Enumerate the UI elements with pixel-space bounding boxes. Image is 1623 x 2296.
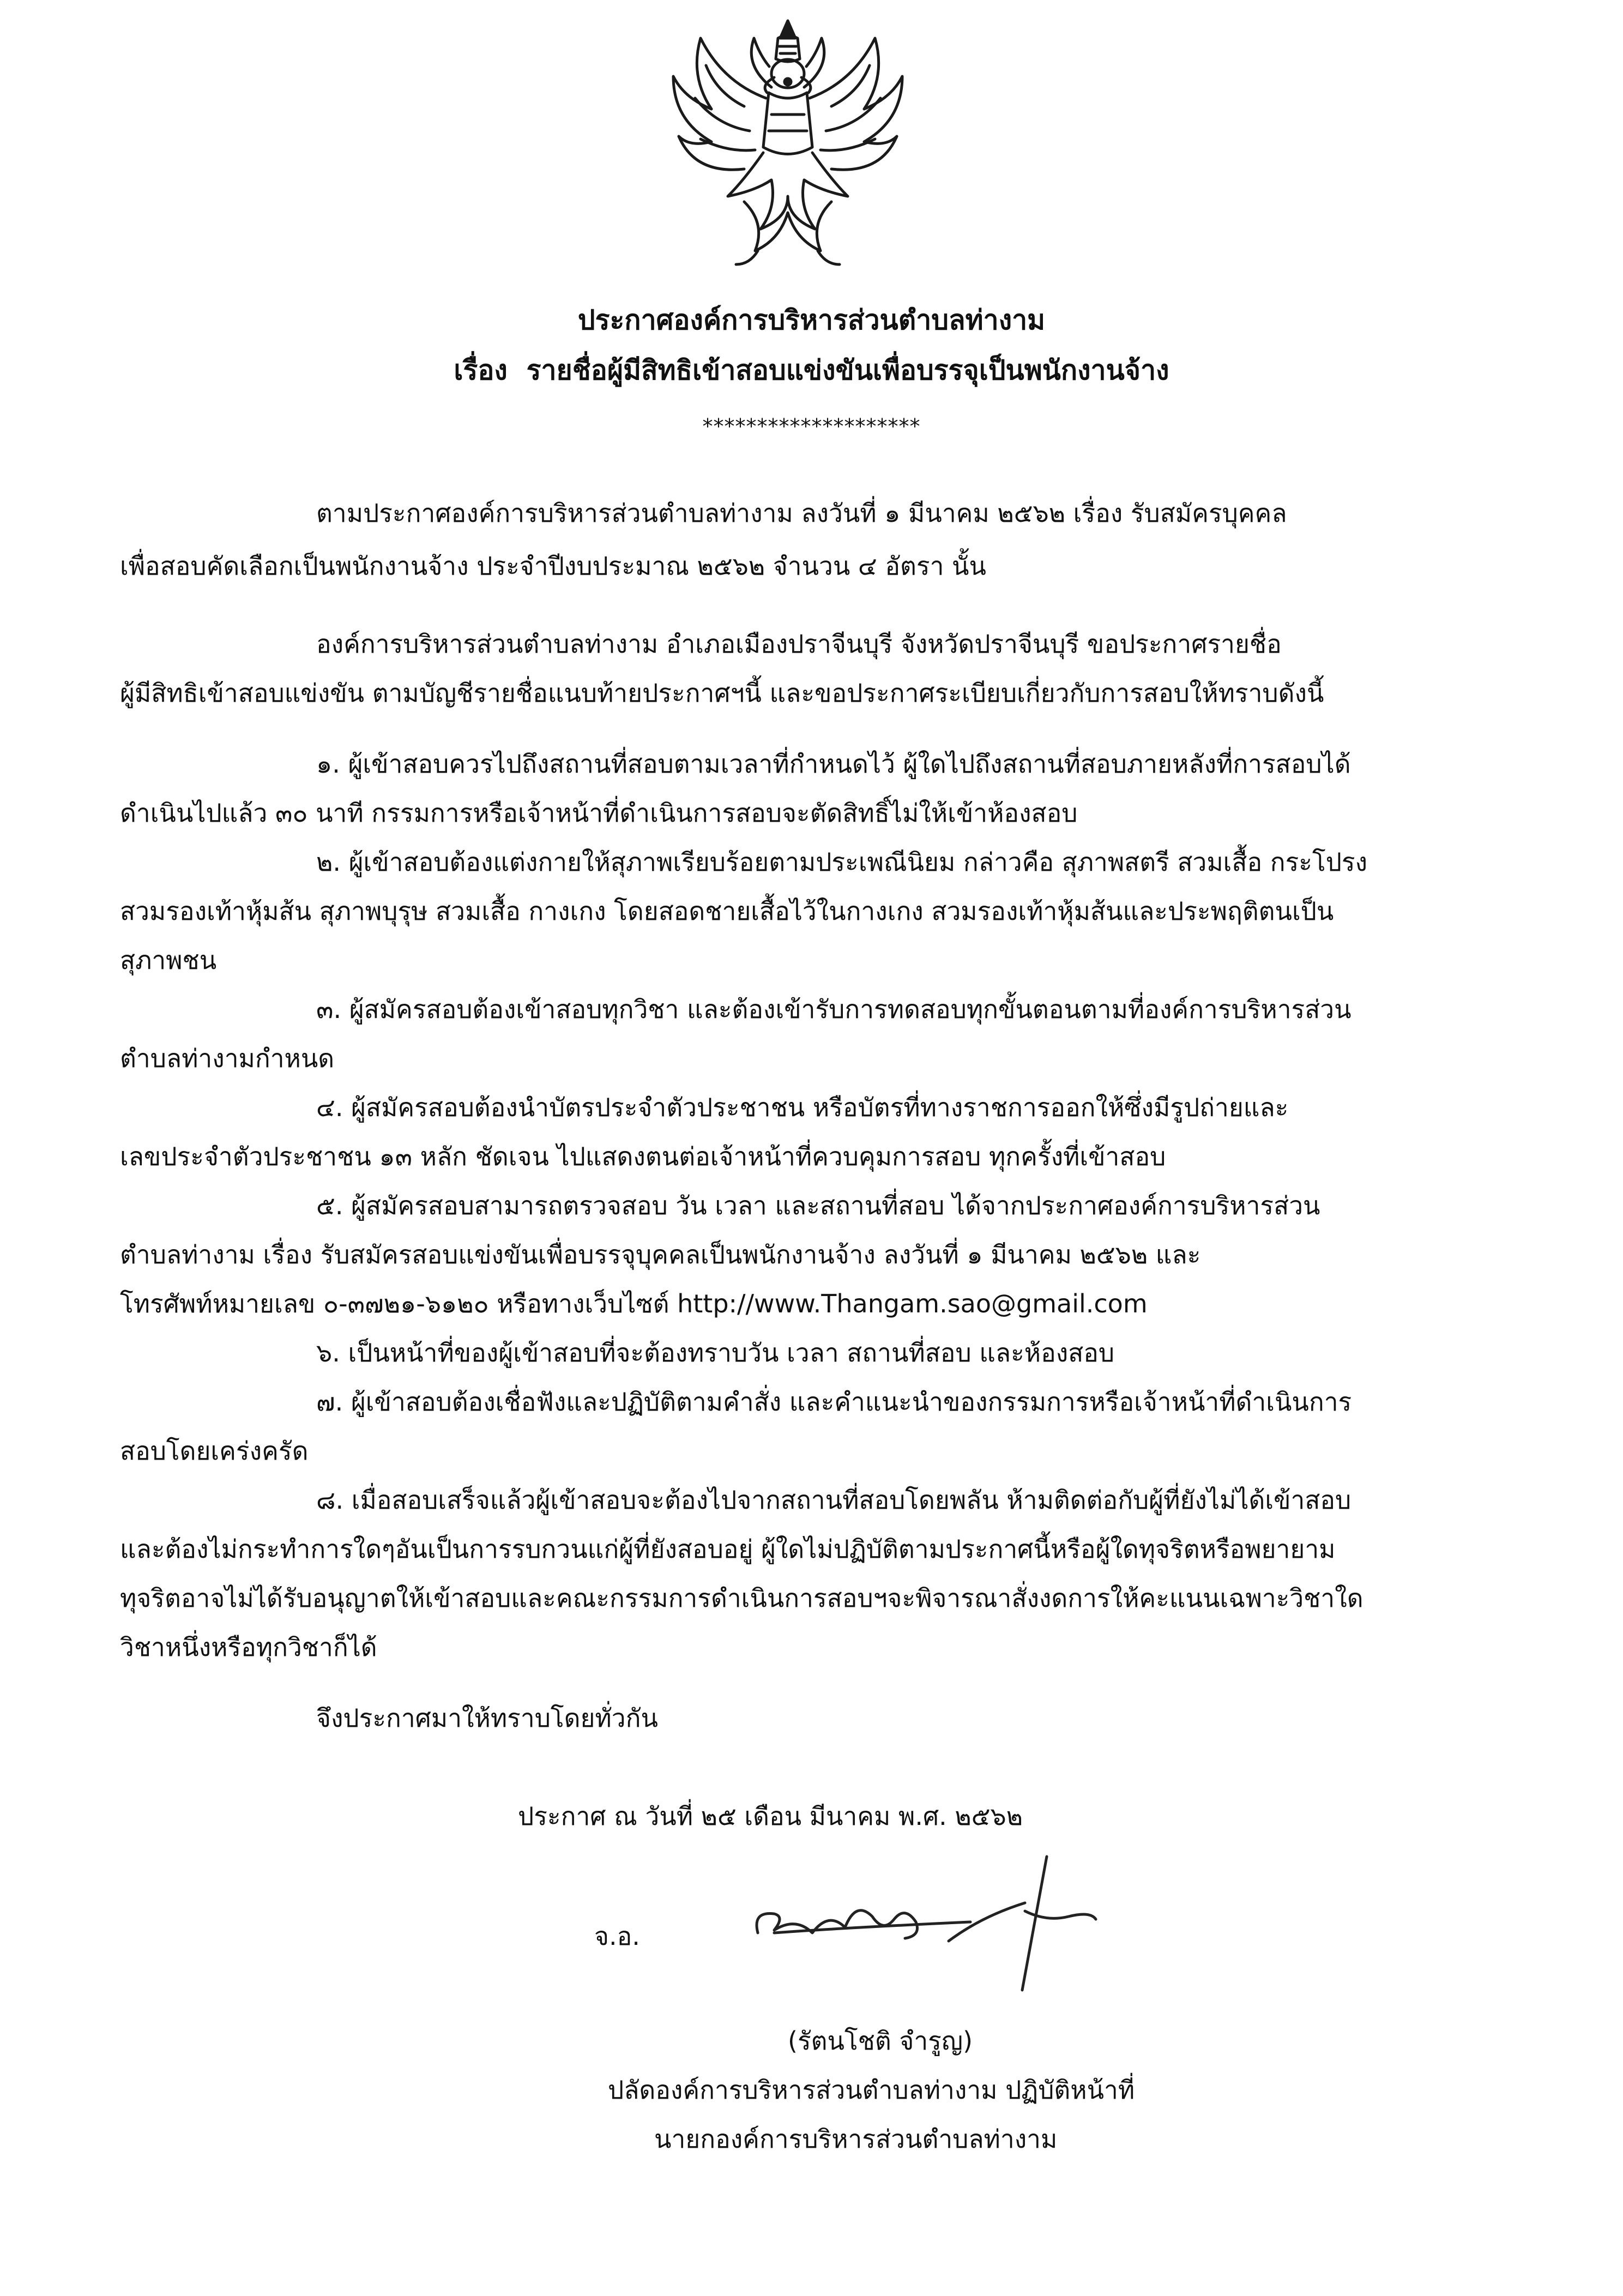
subject-text: รายชื่อผู้มีสิทธิเข้าสอบแข่งขันเพื่อบรรจุเป็นพนักงานจ้าง bbox=[526, 354, 1169, 386]
intro-p2-line2: ผู้มีสิทธิเข้าสอบแข่งขัน ตามบัญชีรายชื่อแนบท้ายประกาศฯนี้ และขอประกาศระเบียบเกี่ยวกับการสอบให้ทราบดังนี้ bbox=[120, 678, 1324, 708]
intro-p1-line2: เพื่อสอบคัดเลือกเป็นพนักงานจ้าง ประจำปีงบประมาณ ๒๕๖๒ จำนวน ๔ อัตรา นั้น bbox=[120, 551, 986, 581]
rule-8-line2: และต้องไม่กระทำการใดๆอันเป็นการรบกวนแก่ผู้ที่ยังสอบอยู่ ผู้ใดไม่ปฏิบัติตามประกาศนี้หรือผู้ใดทุจริตหรือพยายาม bbox=[120, 1534, 1336, 1564]
title-separator: ******************** bbox=[702, 414, 921, 438]
intro-p1-line1: ตามประกาศองค์การบริหารส่วนตำบลท่างาม ลงวันที่ ๑ มีนาคม ๒๕๖๒ เรื่อง รับสมัครบุคคล bbox=[316, 498, 1287, 528]
subject-label: เรื่อง bbox=[454, 354, 508, 386]
announcement-title: ประกาศองค์การบริหารส่วนตำบลท่างาม bbox=[577, 304, 1046, 336]
rule-4-line1: ๔. ผู้สมัครสอบต้องนำบัตรประจำตัวประชาชน หรือบัตรที่ทางราชการออกให้ซึ่งมีรูปถ่ายและ bbox=[316, 1093, 1289, 1122]
handwritten-signature bbox=[741, 1851, 1134, 1998]
signer-name: (รัตนโชติ จำรูญ) bbox=[788, 2026, 973, 2056]
rule-2-line2: สวมรองเท้าหุ้มส้น สุภาพบุรุษ สวมเสื้อ กางเกง โดยสอดชายเสื้อไว้ในกางเกง สวมรองเท้าหุ้มส้นและประพฤติตนเป็น bbox=[120, 896, 1334, 926]
rule-8-line3: ทุจริตอาจไม่ได้รับอนุญาตให้เข้าสอบและคณะกรรมการดำเนินการสอบฯจะพิจารณาสั่งงดการให้คะแนนเฉพาะวิชาใด bbox=[120, 1583, 1363, 1613]
announcement-date: ประกาศ ณ วันที่ ๒๕ เดือน มีนาคม พ.ศ. ๒๕๖๒ bbox=[518, 1801, 1023, 1831]
rule-8-line1: ๘. เมื่อสอบเสร็จแล้วผู้เข้าสอบจะต้องไปจากสถานที่สอบโดยพลัน ห้ามติดต่อกับผู้ที่ยังไม่ได้เข้าสอบ bbox=[316, 1485, 1352, 1515]
rule-1-line2: ดำเนินไปแล้ว ๓๐ นาที กรรมการหรือเจ้าหน้าที่ดำเนินการสอบจะตัดสิทธิ์ไม่ให้เข้าห้องสอบ bbox=[120, 798, 1078, 828]
rule-7-line2: สอบโดยเคร่งครัด bbox=[120, 1436, 309, 1466]
rule-5-line2: ตำบลท่างาม เรื่อง รับสมัครสอบแข่งขันเพื่อบรรจุบุคคลเป็นพนักงานจ้าง ลงวันที่ ๑ มีนาคม ๒๕๖๒ และ bbox=[120, 1240, 1201, 1269]
rule-5-line1: ๕. ผู้สมัครสอบสามารถตรวจสอบ วัน เวลา และสถานที่สอบ ได้จากประกาศองค์การบริหารส่วน bbox=[316, 1191, 1320, 1220]
rule-3-line1: ๓. ผู้สมัครสอบต้องเข้าสอบทุกวิชา และต้องเข้ารับการทดสอบทุกขั้นตอนตามที่องค์การบริหารส่วน bbox=[316, 995, 1352, 1024]
rule-3-line2: ตำบลท่างามกำหนด bbox=[120, 1044, 335, 1073]
rule-4-line2: เลขประจำตัวประชาชน ๑๓ หลัก ชัดเจน ไปแสดงตนต่อเจ้าหน้าที่ควบคุมการสอบ ทุกครั้งที่เข้าสอบ bbox=[120, 1142, 1166, 1171]
rule-8-line4: วิชาหนึ่งหรือทุกวิชาก็ได้ bbox=[120, 1632, 377, 1662]
rule-2-line3: สุภาพชน bbox=[120, 945, 217, 975]
rule-5-line3: โทรศัพท์หมายเลข ๐-๓๗๒๑-๖๑๒๐ หรือทางเว็บไซต์ http://www.Thangam.sao@gmail.com bbox=[120, 1289, 1148, 1318]
intro-p2-line1: องค์การบริหารส่วนตำบลท่างาม อำเภอเมืองปราจีนบุรี จังหวัดปราจีนบุรี ขอประกาศรายชื่อ bbox=[316, 629, 1282, 659]
signer-prefix: จ.อ. bbox=[594, 1921, 640, 1951]
closing-text: จึงประกาศมาให้ทราบโดยทั่วกัน bbox=[316, 1703, 658, 1733]
announcement-subject bbox=[0, 349, 1623, 392]
garuda-emblem bbox=[662, 16, 913, 273]
signer-position-2: นายกองค์การบริหารส่วนตำบลท่างาม bbox=[654, 2124, 1058, 2154]
rule-7-line1: ๗. ผู้เข้าสอบต้องเชื่อฟังและปฏิบัติตามคำสั่ง และคำแนะนำของกรรมการหรือเจ้าหน้าที่ดำเนินการ bbox=[316, 1387, 1352, 1417]
rule-1-line1: ๑. ผู้เข้าสอบควรไปถึงสถานที่สอบตามเวลาที่กำหนดไว้ ผู้ใดไปถึงสถานที่สอบภายหลังที่การสอบได้ bbox=[316, 749, 1351, 779]
rule-2-line1: ๒. ผู้เข้าสอบต้องแต่งกายให้สุภาพเรียบร้อยตามประเพณีนิยม กล่าวคือ สุภาพสตรี สวมเสื้อ กระโปรง bbox=[316, 847, 1368, 877]
rule-6-line1: ๖. เป็นหน้าที่ของผู้เข้าสอบที่จะต้องทราบวัน เวลา สถานที่สอบ และห้องสอบ bbox=[316, 1338, 1115, 1367]
signer-position-1: ปลัดองค์การบริหารส่วนตำบลท่างาม ปฏิบัติหน้าที่ bbox=[608, 2075, 1135, 2105]
